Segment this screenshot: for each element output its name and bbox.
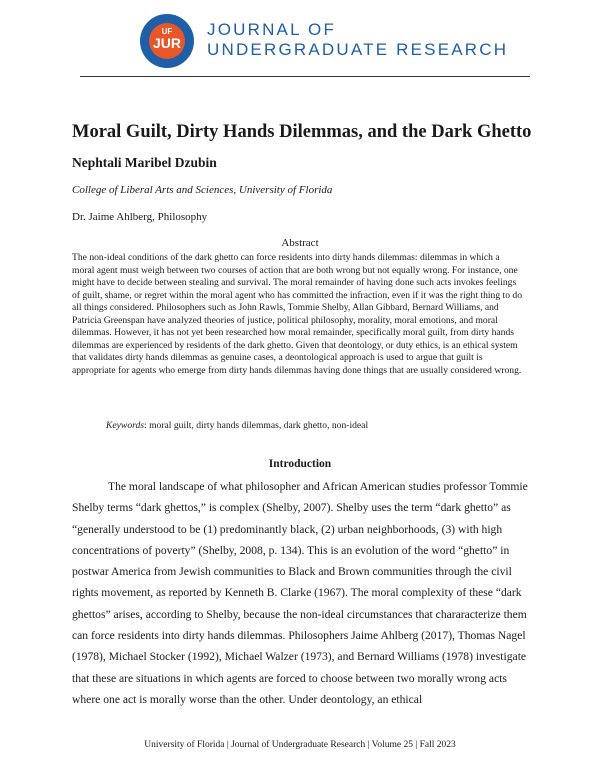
abstract-heading: Abstract	[281, 237, 319, 249]
introduction-text: The moral landscape of what philosopher and African American studies professor Tommie Shelby terms “dark ghettos,” is complex (Shelby, 2007). Shelby uses the term “dark ghetto” as “generally understood to be (1) predominantly black, (2) urban neighborhoods, (3) with high concentrations of poverty” (Shelby, 2008, p. 134). This is an evolution of the word “ghetto” in postwar America from Jewish communities to Black and Brown communities through the civil rights movement, as reported by Kenneth B. Clarke (1967). The moral complexity of these “dark ghettos” arises, according to Shelby, because the non-ideal circumstances that chararacterize them can force residents into dirty hands dilemmas. Philosophers Jaime Ahlberg (2017), Thomas Nagel (1978), Michael Stocker (1992), Michael Walzer (1973), and Bernard Williams (1978) investigate that these are situations in which agents are forced to choose between two morally wrong acts where one act is morally worse than the other. Under deontology, an ethical	[72, 480, 528, 706]
keywords-list: : moral guilt, dirty hands dilemmas, dark ghetto, non-ideal	[144, 420, 369, 431]
header-divider	[80, 76, 530, 77]
keywords	[106, 420, 368, 431]
journal-name-line2: UNDERGRADUATE RESEARCH	[207, 40, 509, 59]
article-author: Nephtali Maribel Dzubin	[72, 155, 217, 170]
author-affiliation: College of Liberal Arts and Sciences, University of Florida	[72, 184, 333, 196]
faculty-advisor: Dr. Jaime Ahlberg, Philosophy	[72, 211, 208, 223]
abstract-text: The non-ideal conditions of the dark ghetto can force residents into dirty hands dilemmas: dilemmas in which a moral agent must weigh between two courses of action that are both wrong but not equally wrong. For instance, one might have to decide between stealing and survival. The moral remainder of having done such acts invokes feelings of guilt, shame, or regret within the moral agent who has committed the infraction, even if it was the right thing to do all things considered. Philosophers such as John Rawls, Tommie Shelby, Allan Gibbard, Bernard Williams, and Patricia Greenspan have analyzed theories of justice, political philosophy, morality, moral emotions, and moral dilemmas. However, it has not yet been researched how moral remainder, specifically moral guilt, from dirty hands dilemmas are experienced by residents of the dark ghetto. Given that deontology, or duty ethics, is an ethical system that validates dirty hands dilemmas as genuine cases, a deontological approach is used to argue that guilt is appropriate for agents who emerge from dirty hands dilemmas having done things that are usually considered wrong.	[72, 252, 522, 376]
article-title: Moral Guilt, Dirty Hands Dilemmas, and the Dark Ghetto	[72, 122, 532, 142]
logo-ring-text: University of Florida	[139, 9, 184, 15]
keywords-label: Keywords	[106, 420, 145, 431]
journal-logo	[139, 9, 195, 69]
journal-name	[207, 20, 508, 60]
introduction-heading: Introduction	[268, 458, 332, 470]
logo-uf-text: UF	[161, 27, 173, 36]
journal-name-line1: JOURNAL OF	[207, 20, 337, 39]
page-footer: University of Florida | Journal of Undergraduate Research | Volume 25 | Fall 2023	[144, 740, 456, 750]
logo-jur-text: JUR	[152, 35, 182, 51]
